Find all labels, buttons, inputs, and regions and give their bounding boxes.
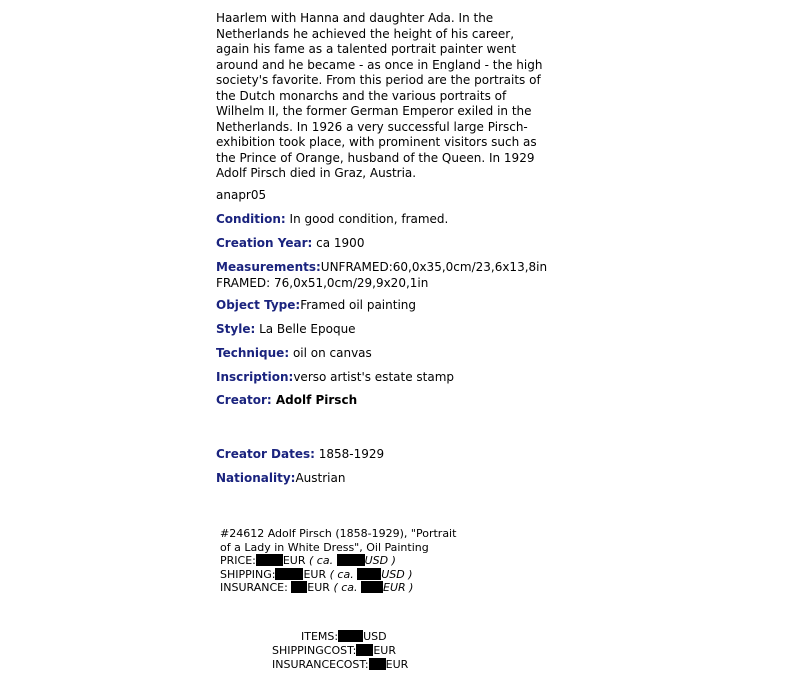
items-currency: USD xyxy=(363,630,387,643)
shipping-eur-currency: EUR xyxy=(303,567,327,581)
technique-row xyxy=(216,346,372,362)
creator-dates-label: Creator Dates: xyxy=(216,447,315,461)
price-label: PRICE: xyxy=(220,554,256,567)
shippingcost-label: SHIPPINGCOST: xyxy=(272,644,357,657)
technique-label: Technique: xyxy=(216,346,290,360)
condition-label: Condition: xyxy=(216,212,286,226)
price-row xyxy=(220,554,470,568)
nationality-value: Austrian xyxy=(295,471,346,485)
insurancecost-currency: EUR xyxy=(385,658,409,671)
insurance-row xyxy=(220,581,470,595)
shipping-ca-open: ( ca. xyxy=(326,567,358,581)
insurancecost-total-row xyxy=(272,658,408,672)
biography-text: Haarlem with Hanna and daughter Ada. In the Netherlands he achieved the height of his career, again his fame as a talented portrait painter went around and he became - as once in England - the high society's favorite. From this period are the portraits of the Dutch monarchs and the various portraits of Wilhelm II, the former German Emperor exiled in the Netherlands. In 1926 a very successful large Pirsch-exhibition took place, with prominent visitors such as the Prince of Orange, husband of the Queen. In 1929 Adolf Pirsch died in Graz, Austria. xyxy=(216,11,543,180)
redacted-shipping-usd xyxy=(357,568,381,580)
insurance-eur-currency: EUR xyxy=(307,581,330,594)
style-label: Style: xyxy=(216,322,256,336)
redacted-insurance-eur xyxy=(291,581,307,593)
inscription-value: verso artist's estate stamp xyxy=(293,370,455,384)
redacted-insurancecost xyxy=(369,658,386,670)
insurance-eur-close: EUR ) xyxy=(383,581,414,594)
creator-dates-row xyxy=(216,447,384,463)
item-title: #24612 Adolf Pirsch (1858-1929), "Portrait of a Lady in White Dress", Oil Painting xyxy=(220,527,457,554)
creator-dates-value: 1858-1929 xyxy=(314,447,385,461)
creator-row xyxy=(216,393,357,409)
redacted-shippingcost xyxy=(356,644,373,656)
technique-value: oil on canvas xyxy=(289,346,372,360)
nationality-row xyxy=(216,471,345,487)
creator-label: Creator: xyxy=(216,393,272,407)
inscription-label: Inscription: xyxy=(216,370,294,384)
shipping-usd-close: USD ) xyxy=(381,567,413,581)
redacted-price-usd xyxy=(337,554,365,566)
price-usd-close: USD ) xyxy=(364,554,396,567)
measurements-value-unframed: UNFRAMED:60,0x35,0cm/23,6x13,8in xyxy=(320,260,548,274)
measurements-label: Measurements: xyxy=(216,260,321,274)
style-value: La Belle Epoque xyxy=(255,322,356,336)
shippingcost-total-row xyxy=(272,644,396,658)
insurance-ca-open: ( ca. xyxy=(329,581,362,594)
redacted-shipping-eur xyxy=(275,568,303,580)
nationality-label: Nationality: xyxy=(216,471,296,485)
insurance-label: INSURANCE: xyxy=(220,581,292,594)
creation-year-row xyxy=(216,236,364,252)
redacted-items-total xyxy=(338,630,363,642)
measurements-row xyxy=(216,260,547,291)
condition-row xyxy=(216,212,448,228)
measurements-value-framed: FRAMED: 76,0x51,0cm/29,9x20,1in xyxy=(216,275,429,290)
reference-code: anapr05 xyxy=(216,188,267,202)
items-label: ITEMS: xyxy=(301,630,339,643)
shipping-row xyxy=(220,568,470,582)
inscription-row xyxy=(216,370,454,386)
items-total-row xyxy=(301,630,387,644)
creation-year-label: Creation Year: xyxy=(216,236,313,250)
price-ca-open: ( ca. xyxy=(305,554,337,567)
creation-year-value: ca 1900 xyxy=(312,236,365,250)
object-type-value: Framed oil painting xyxy=(300,298,417,312)
creator-value: Adolf Pirsch xyxy=(271,393,358,407)
price-block xyxy=(220,527,470,595)
object-type-row xyxy=(216,298,416,314)
shipping-label: SHIPPING: xyxy=(220,567,276,581)
condition-value: In good condition, framed. xyxy=(285,212,449,226)
price-eur-currency: EUR xyxy=(282,554,306,567)
redacted-insurance-converted xyxy=(361,581,383,593)
object-type-label: Object Type: xyxy=(216,298,301,312)
shippingcost-currency: EUR xyxy=(373,644,396,657)
style-row xyxy=(216,322,356,338)
redacted-price-eur xyxy=(256,554,283,566)
insurancecost-label: INSURANCECOST: xyxy=(272,658,369,671)
